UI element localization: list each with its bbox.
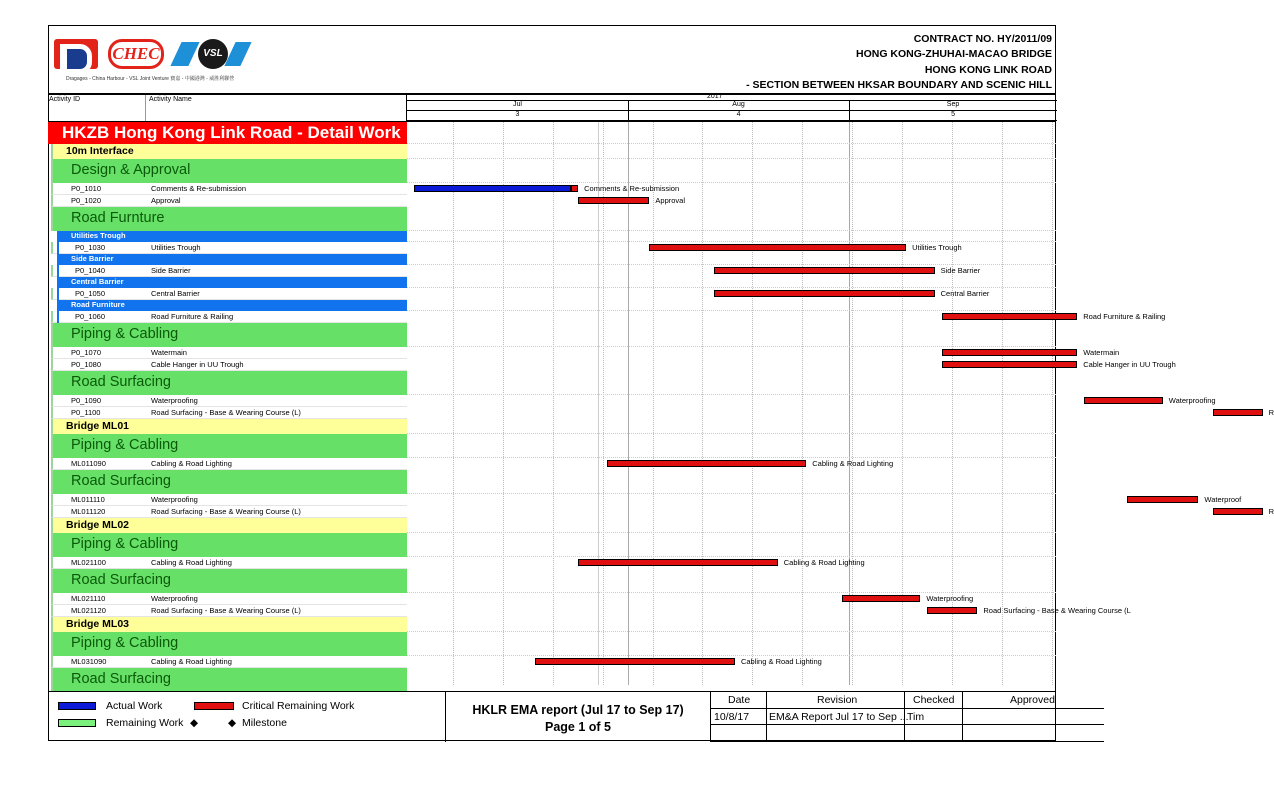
category-label: Central Barrier <box>71 277 124 286</box>
activity-name: Road Surfacing - Base & Wearing Course (L) <box>151 408 301 417</box>
group-row <box>57 277 407 288</box>
group-row <box>51 144 407 159</box>
critical-work-label: Critical Remaining Work <box>242 700 355 712</box>
group-row <box>57 231 407 242</box>
activity-id: P0_1050 <box>75 289 106 298</box>
activity-name: Cabling & Road Lighting <box>151 558 232 567</box>
revision-table <box>711 692 1104 742</box>
activity-id: P0_1080 <box>71 360 102 369</box>
group-label: Bridge ML01 <box>66 420 130 432</box>
critical-work-bar[interactable] <box>942 349 1077 356</box>
section-name: - SECTION BETWEEN HKSAR BOUNDARY AND SCENIC HILL <box>746 79 1052 91</box>
group-row <box>51 371 407 395</box>
activity-id: P0_1010 <box>71 184 102 193</box>
bar-label: Road Furniture & Railing <box>1083 312 1166 321</box>
group-row <box>51 668 407 692</box>
table-row[interactable] <box>51 359 407 371</box>
critical-work-bar[interactable] <box>842 595 920 602</box>
critical-work-bar[interactable] <box>942 313 1077 320</box>
category-label: Road Furniture <box>71 300 125 309</box>
bar-label: Cabling & Road Lighting <box>812 459 894 468</box>
remaining-work-swatch <box>58 719 96 727</box>
table-row[interactable] <box>51 195 407 207</box>
group-row <box>51 569 407 593</box>
actual-work-bar[interactable] <box>414 185 571 192</box>
critical-work-bar[interactable] <box>714 267 935 274</box>
critical-work-bar[interactable] <box>1213 508 1263 515</box>
activity-name: Cabling & Road Lighting <box>151 459 232 468</box>
project-name: HONG KONG-ZHUHAI-MACAO BRIDGE <box>856 48 1052 60</box>
table-row[interactable] <box>51 407 407 419</box>
group-row <box>48 122 407 144</box>
table-row[interactable] <box>51 242 407 254</box>
activity-id: ML011110 <box>71 495 105 504</box>
diamond-icon: ◆ <box>190 717 199 729</box>
critical-work-bar[interactable] <box>607 460 807 467</box>
revision-date: 10/8/17 <box>714 711 750 723</box>
group-row <box>51 632 407 656</box>
table-row[interactable] <box>51 311 407 323</box>
critical-work-bar[interactable] <box>942 361 1077 368</box>
activity-name-header[interactable]: Activity Name <box>149 96 192 103</box>
activity-id: ML031090 <box>71 657 107 666</box>
bar-label: Cabling & Road Lighting <box>740 657 822 666</box>
timeline-month-jul: Jul <box>513 101 522 108</box>
activity-id: ML021120 <box>71 606 106 615</box>
subgroup-label: Design & Approval <box>71 162 191 178</box>
approved-header: Approved <box>1010 694 1055 706</box>
table-row[interactable] <box>51 288 407 300</box>
activity-name: Comments & Re-submission <box>151 184 247 193</box>
activity-name: Watermain <box>151 348 187 357</box>
critical-work-bar[interactable] <box>927 607 977 614</box>
legend-footer <box>48 691 1056 741</box>
group-row <box>51 207 407 231</box>
bar-label: Approval <box>655 196 686 205</box>
timeline-year: 2017 <box>707 93 723 100</box>
group-row <box>51 434 407 458</box>
checked-header: Checked <box>913 694 955 706</box>
activity-name: Central Barrier <box>151 289 200 298</box>
road-name: HONG KONG LINK ROAD <box>924 64 1052 76</box>
activity-id: ML011090 <box>71 459 106 468</box>
gantt-chart <box>407 121 1274 684</box>
subgroup-label: Road Surfacing <box>71 473 171 489</box>
subgroup-label: Road Surfacing <box>71 572 171 588</box>
header <box>48 25 1056 93</box>
group-row <box>51 533 407 557</box>
report-title: HKLR EMA report (Jul 17 to Sep 17) <box>472 703 684 717</box>
critical-work-bar[interactable] <box>578 197 649 204</box>
table-row[interactable] <box>51 458 407 470</box>
actual-work-swatch <box>58 702 96 710</box>
group-row <box>51 419 407 434</box>
subgroup-label: Piping & Cabling <box>71 635 179 651</box>
critical-work-swatch <box>194 702 234 710</box>
subgroup-label: Road Surfacing <box>71 374 171 390</box>
activity-name: Road Surfacing - Base & Wearing Course (L) <box>151 606 301 615</box>
milestone-diamond-icon: ◆ <box>228 717 237 729</box>
activity-name: Waterproofing <box>151 396 198 405</box>
table-row[interactable] <box>51 593 407 605</box>
bar-label: Waterproofing <box>926 594 974 603</box>
table-row[interactable] <box>51 605 407 617</box>
group-row <box>51 159 407 183</box>
group-label: Bridge ML03 <box>66 618 130 630</box>
critical-work-bar[interactable] <box>1084 397 1162 404</box>
activity-id: P0_1100 <box>71 408 101 417</box>
bar-label: Road Surfacing - Base & Wearing Course (L <box>983 606 1131 615</box>
group-label: 10m Interface <box>66 145 134 157</box>
page-number: Page 1 of 5 <box>545 720 611 734</box>
critical-work-bar[interactable] <box>649 244 906 251</box>
dragages-logo <box>54 39 98 69</box>
table-row[interactable] <box>51 506 407 518</box>
activity-id-header[interactable]: Activity ID <box>49 96 81 103</box>
bar-label: Waterproof <box>1204 495 1242 504</box>
activity-id: ML021110 <box>71 594 106 603</box>
chec-logo: CHEC <box>108 39 164 69</box>
contract-number: CONTRACT NO. HY/2011/09 <box>913 33 1052 45</box>
activity-id: ML011120 <box>71 507 106 516</box>
group-row <box>51 470 407 494</box>
actual-work-label: Actual Work <box>106 700 163 712</box>
group-row <box>51 518 407 533</box>
revision-header: Revision <box>817 694 858 706</box>
bar-label: Waterproofing <box>1168 396 1216 405</box>
bar-label: Side Barrier <box>940 266 981 275</box>
table-row[interactable] <box>51 265 407 277</box>
activity-name: Cabling & Road Lighting <box>151 657 232 666</box>
critical-work-bar[interactable] <box>571 185 578 192</box>
activity-name: Waterproofing <box>151 495 198 504</box>
table-row[interactable] <box>51 557 407 569</box>
timeline-header <box>406 93 1056 121</box>
critical-work-bar[interactable] <box>1127 496 1198 503</box>
timeline-month-aug: Aug <box>732 101 745 108</box>
group-row <box>57 300 407 311</box>
table-row[interactable] <box>51 656 407 668</box>
activity-name: Side Barrier <box>151 266 191 275</box>
critical-work-bar[interactable] <box>1213 409 1263 416</box>
revision-description: EM&A Report Jul 17 to Sep ... <box>769 711 909 723</box>
activity-name: Approval <box>151 196 181 205</box>
activity-id: P0_1060 <box>75 312 106 321</box>
subgroup-label: Piping & Cabling <box>71 536 179 552</box>
bar-label: Cabling & Road Lighting <box>783 558 865 567</box>
activity-name: Utilities Trough <box>151 243 201 252</box>
table-row[interactable] <box>51 347 407 359</box>
activity-id: P0_1040 <box>75 266 106 275</box>
subgroup-label: Road Surfacing <box>71 671 171 687</box>
category-label: Utilities Trough <box>71 231 126 240</box>
bar-label: Comments & Re-submission <box>584 184 680 193</box>
group-row <box>51 617 407 632</box>
timeline-quarter: 5 <box>951 111 955 118</box>
critical-work-bar[interactable] <box>535 658 735 665</box>
bar-label: Watermain <box>1083 348 1120 357</box>
activity-id: ML021100 <box>71 558 106 567</box>
activity-name: Road Furniture & Railing <box>151 312 234 321</box>
activity-id: P0_1030 <box>75 243 106 252</box>
critical-work-bar[interactable] <box>714 290 935 297</box>
subgroup-label: Road Furnture <box>71 210 165 226</box>
bar-label: Cable Hanger in UU Trough <box>1083 360 1176 369</box>
revision-checked: Tim <box>907 711 925 723</box>
joint-venture-text: Dragages - China Harbour - VSL Joint Venture 寶嘉 - 中國港灣 - 威胜利聯營 <box>66 76 235 82</box>
activity-name: Road Surfacing - Base & Wearing Course (L) <box>151 507 301 516</box>
subgroup-label: Piping & Cabling <box>71 437 179 453</box>
table-row[interactable] <box>51 494 407 506</box>
bar-label: R <box>1268 408 1274 417</box>
table-row[interactable] <box>51 183 407 195</box>
bar-label: Utilities Trough <box>912 243 962 252</box>
timeline-quarter: 3 <box>515 111 520 118</box>
remaining-work-label: Remaining Work <box>106 717 184 729</box>
group-label: Bridge ML02 <box>66 519 130 531</box>
milestone-label: Milestone <box>242 717 287 729</box>
activity-id: P0_1020 <box>71 196 102 205</box>
critical-work-bar[interactable] <box>578 559 778 566</box>
timeline-quarter: 4 <box>736 111 741 118</box>
bar-label: R <box>1268 507 1274 516</box>
activity-table <box>48 121 407 687</box>
group-row <box>51 323 407 347</box>
activity-name: Waterproofing <box>151 594 198 603</box>
vsl-logo: VSL <box>176 39 246 69</box>
date-header: Date <box>728 694 751 706</box>
group-row <box>57 254 407 265</box>
category-label: Side Barrier <box>71 254 114 263</box>
table-row[interactable] <box>51 395 407 407</box>
activity-name: Cable Hanger in UU Trough <box>151 360 244 369</box>
timeline-month-sep: Sep <box>946 101 960 108</box>
activity-id: P0_1070 <box>71 348 102 357</box>
bar-label: Central Barrier <box>940 289 990 298</box>
subgroup-label: Piping & Cabling <box>71 326 179 342</box>
report-box <box>445 692 711 742</box>
activity-id: P0_1090 <box>71 396 102 405</box>
project-title: HKZB Hong Kong Link Road - Detail Work <box>62 123 401 142</box>
